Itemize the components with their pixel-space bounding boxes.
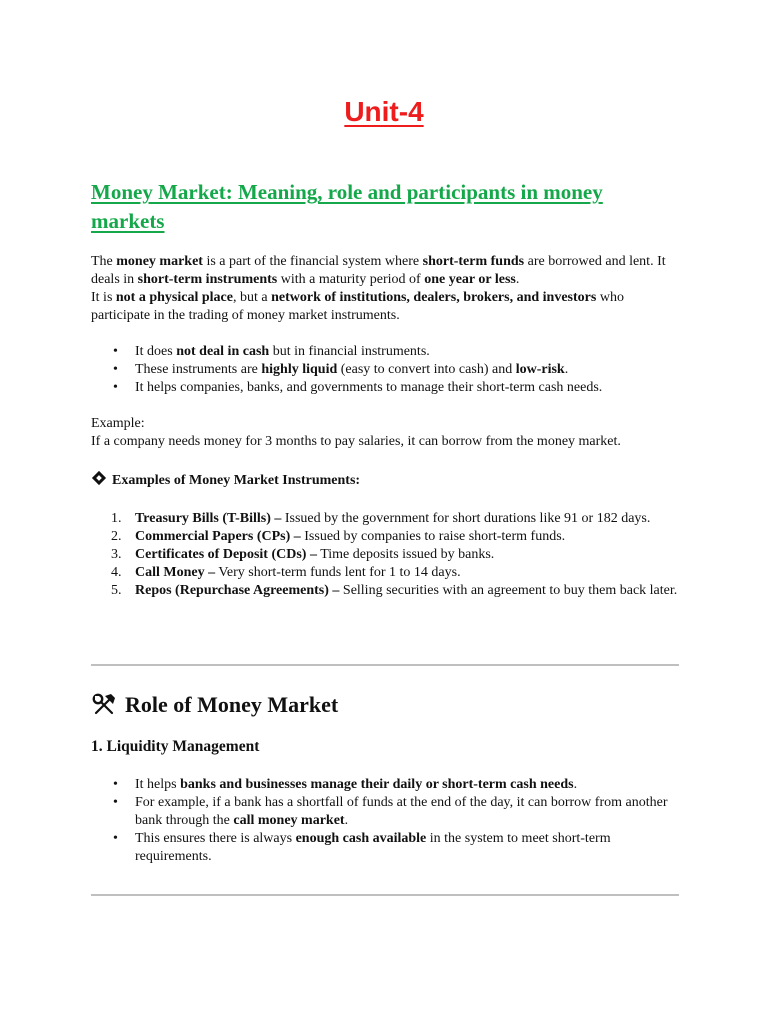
- role-list: [91, 776, 681, 866]
- list-item: 1. Treasury Bills (T-Bills) – Issued by the government for short durations like 91 or 182 days.: [111, 511, 651, 526]
- role-heading-text: Role of Money Market: [125, 692, 339, 717]
- list-item: 3. Certificates of Deposit (CDs) – Time deposits issued by banks.: [111, 547, 495, 562]
- unit-title-text: Unit-4: [344, 96, 424, 127]
- unit-title: [0, 96, 768, 128]
- list-item: • These instruments are highly liquid (easy to convert into cash) and low-risk.: [91, 361, 681, 379]
- section-heading-money-market: Money Market: Meaning, role and participants in money markets: [91, 180, 603, 233]
- list-item: 2. Commercial Papers (CPs) – Issued by companies to raise short-term funds.: [111, 529, 566, 544]
- list-item: 5. Repos (Repurchase Agreements) – Selling securities with an agreement to buy them back later.: [111, 583, 678, 598]
- list-item: 4. Call Money – Very short-term funds lent for 1 to 14 days.: [111, 565, 461, 580]
- list-item: • It helps companies, banks, and governments to manage their short-term cash needs.: [91, 379, 681, 397]
- intro-paragraph-2: It is not a physical place, but a network of institutions, dealers, brokers, and investors who participate in the trading of money market instruments.: [91, 290, 624, 323]
- features-list: [91, 343, 681, 397]
- list-item: • It helps banks and businesses manage their daily or short-term cash needs.: [91, 776, 681, 794]
- list-item: • It does not deal in cash but in financial instruments.: [91, 343, 681, 361]
- example-label: Example:: [91, 416, 145, 431]
- liquidity-subheading: 1. Liquidity Management: [91, 738, 260, 755]
- hammer-wrench-icon: [91, 692, 117, 718]
- horizontal-divider: [91, 894, 679, 896]
- instruments-heading: Examples of Money Market Instruments:: [91, 473, 360, 489]
- intro-paragraph: The money market is a part of the financial system where short-term funds are borrowed and lent. It deals in short-term instruments with a maturity period of one year or less.: [91, 254, 666, 287]
- list-item: • This ensures there is always enough cash available in the system to meet short-term requirements.: [91, 830, 681, 866]
- diamond-bullet-icon: [92, 471, 106, 485]
- list-item: • For example, if a bank has a shortfall of funds at the end of the day, it can borrow from another bank through the call money market.: [91, 794, 681, 830]
- example-text: If a company needs money for 3 months to pay salaries, it can borrow from the money market.: [91, 434, 621, 449]
- instruments-list: [91, 510, 681, 600]
- horizontal-divider: [91, 664, 679, 666]
- role-heading: [91, 692, 338, 718]
